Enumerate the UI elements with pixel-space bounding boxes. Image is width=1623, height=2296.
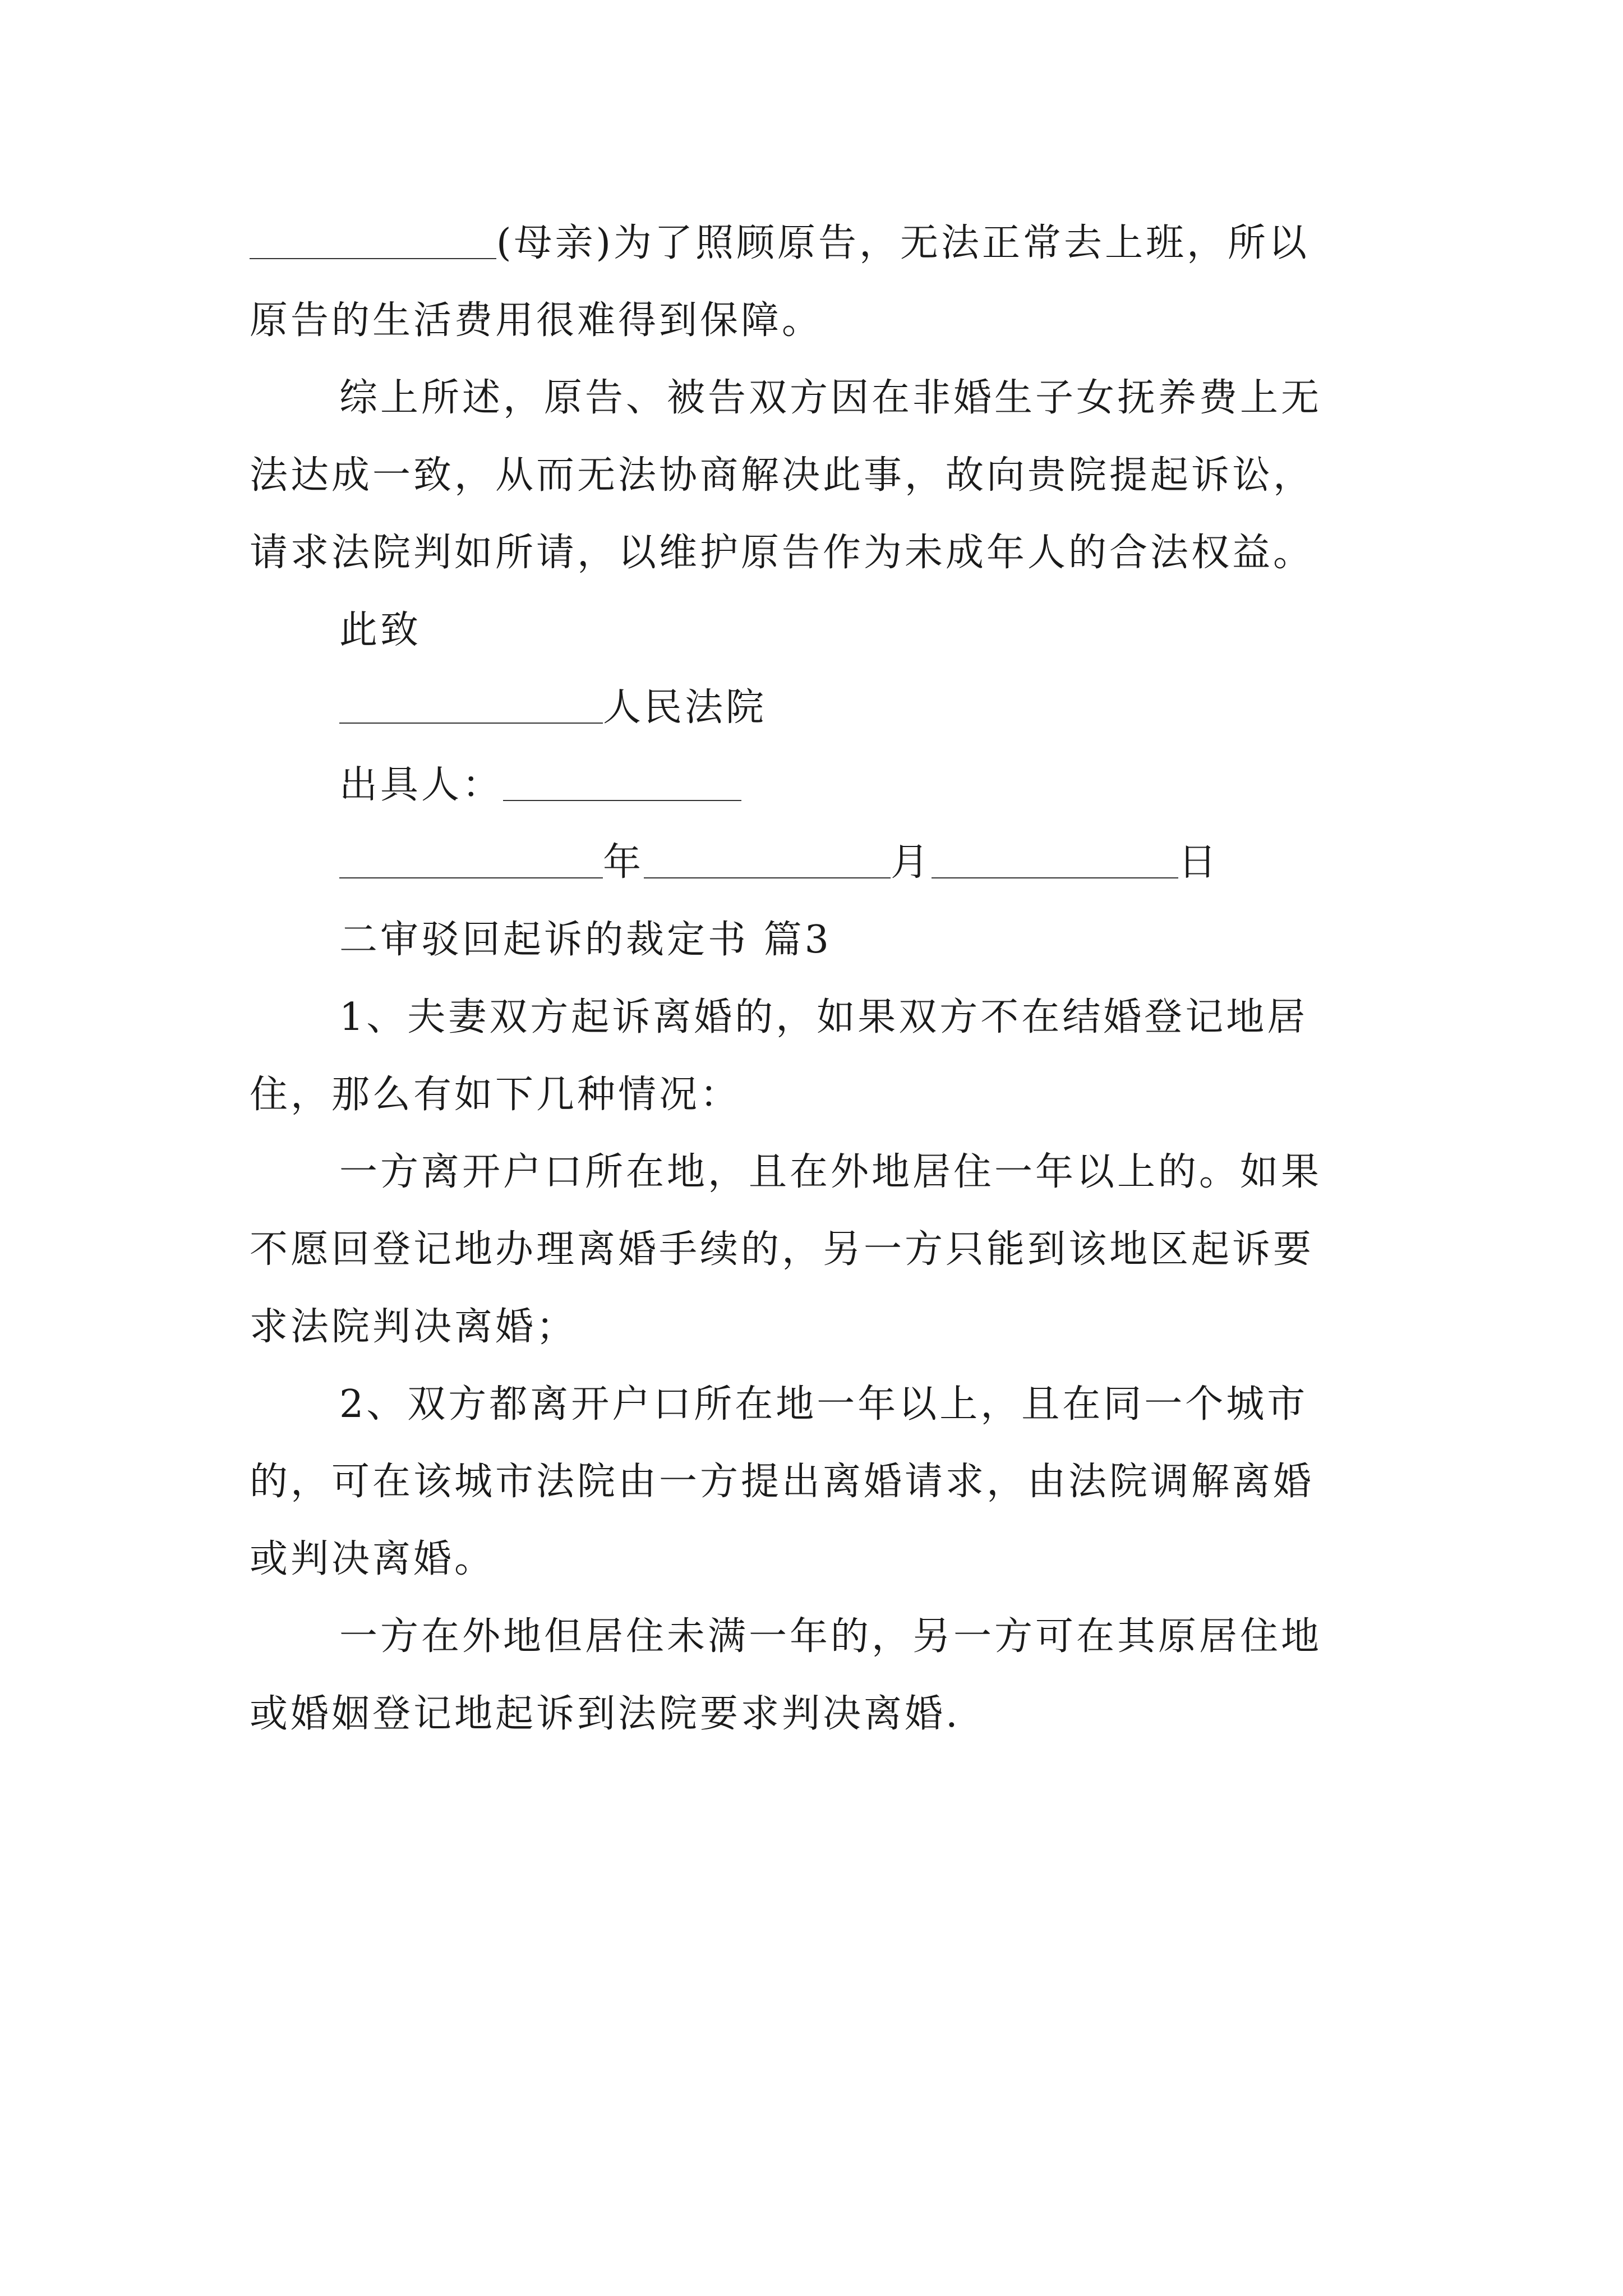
paragraph-line: 法达成一致，从而无法协商解决此事，故向贵院提起诉讼， [250, 453, 1315, 498]
paragraph-line: 原告的生活费用很难得到保障。 [250, 298, 823, 343]
paragraph-line: 一方在外地但居住未满一年的，另一方可在其原居住地 [339, 1614, 1322, 1659]
paragraph-line: 不愿回登记地办理离婚手续的，另一方只能到该地区起诉要 [250, 1227, 1315, 1272]
section-heading: 二审驳回起诉的裁定书 篇3 [339, 918, 832, 962]
paragraph-line: 求法院判决离婚； [250, 1305, 578, 1349]
paragraph-line: 1、夫妻双方起诉离婚的，如果双方不在结婚登记地居 [339, 995, 1308, 1039]
paragraph-line: 住，那么有如下几种情况： [250, 1073, 741, 1117]
court-suffix: 人民法院 [603, 685, 767, 730]
paragraph-line [250, 221, 1310, 265]
date-line [339, 840, 1220, 885]
day-blank [932, 845, 1178, 878]
issuer-blank [503, 767, 741, 801]
paragraph-line: 的，可在该城市法院由一方提出离婚请求，由法院调解离婚 [250, 1460, 1315, 1504]
month-label: 月 [891, 840, 932, 885]
issuer-line [339, 763, 741, 807]
issuer-label: 出具人： [339, 763, 504, 807]
day-label: 日 [1178, 840, 1220, 885]
paragraph-line: 或婚姻登记地起诉到法院要求判决离婚. [250, 1692, 961, 1736]
court-line [339, 685, 767, 730]
month-blank [644, 845, 891, 878]
paragraph-line: 请求法院判如所请，以维护原告作为未成年人的合法权益。 [250, 531, 1315, 575]
year-blank [339, 845, 603, 878]
year-label: 年 [603, 840, 644, 885]
mother-name-blank [250, 226, 496, 259]
court-name-blank [339, 690, 603, 724]
paragraph-line: 或判决离婚。 [250, 1537, 496, 1581]
paragraph-line: 2、双方都离开户口所在地一年以上，且在同一个城市 [339, 1382, 1308, 1427]
paragraph-line: 综上所述，原告、被告双方因在非婚生子女抚养费上无 [339, 376, 1322, 420]
text-run: (母亲)为了照顾原告，无法正常去上班，所以 [496, 221, 1310, 265]
salutation: 此致 [339, 608, 422, 652]
paragraph-line: 一方离开户口所在地，且在外地居住一年以上的。如果 [339, 1150, 1322, 1194]
